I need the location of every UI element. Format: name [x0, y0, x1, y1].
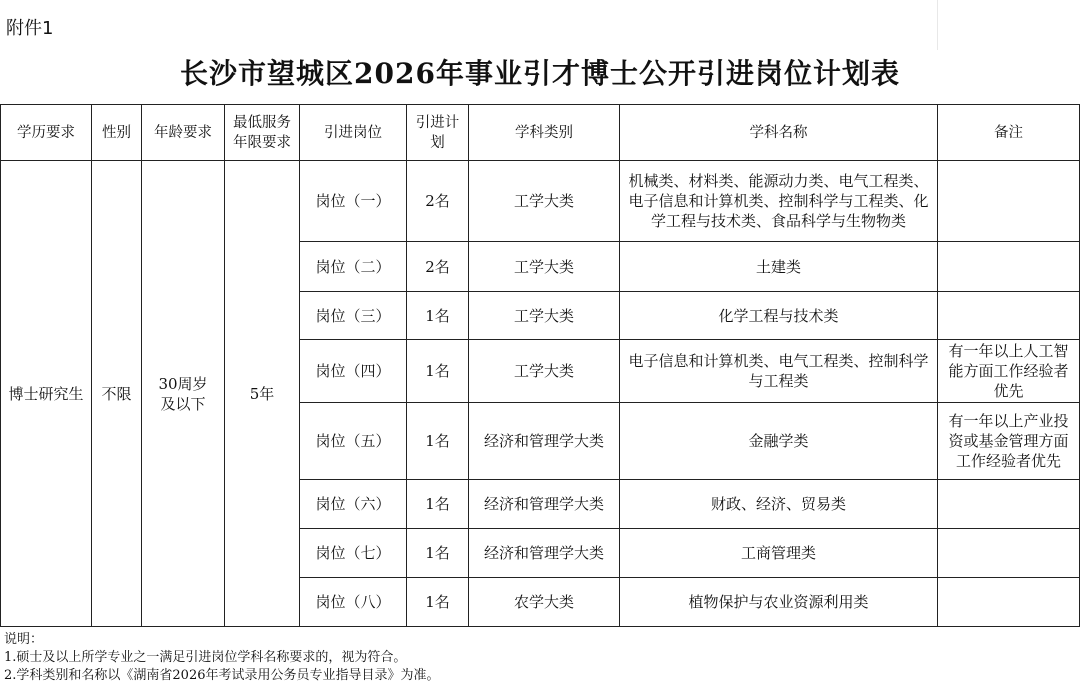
position-cell: 岗位（二） — [300, 242, 407, 292]
remark-cell — [938, 292, 1080, 340]
plan-cell: 1名 — [407, 403, 469, 480]
age-cell: 30周岁及以下 — [142, 161, 225, 627]
plan-cell: 1名 — [407, 292, 469, 340]
header-category: 学科类别 — [469, 105, 620, 161]
position-cell: 岗位（八） — [300, 578, 407, 627]
notes-section — [4, 631, 440, 685]
category-cell: 经济和管理学大类 — [469, 480, 620, 529]
plan-cell: 1名 — [407, 480, 469, 529]
position-cell: 岗位（一） — [300, 161, 407, 242]
annex-label: 附件1 — [6, 18, 54, 39]
note-item: 1.硕士及以上所学专业之一满足引进岗位学科名称要求的，视为符合。 — [4, 650, 407, 665]
education-cell: 博士研究生 — [1, 161, 92, 627]
category-cell: 工学大类 — [469, 242, 620, 292]
notes-heading: 说明： — [4, 632, 44, 647]
subject-cell: 财政、经济、贸易类 — [620, 480, 938, 529]
category-cell: 经济和管理学大类 — [469, 403, 620, 480]
remark-cell: 有一年以上人工智能方面工作经验者优先 — [938, 340, 1080, 403]
subject-cell: 植物保护与农业资源利用类 — [620, 578, 938, 627]
header-gender: 性别 — [92, 105, 142, 161]
subject-cell: 电子信息和计算机类、电气工程类、控制科学与工程类 — [620, 340, 938, 403]
header-remark: 备注 — [938, 105, 1080, 161]
header-age: 年龄要求 — [142, 105, 225, 161]
remark-cell — [938, 578, 1080, 627]
position-cell: 岗位（六） — [300, 480, 407, 529]
plan-cell: 2名 — [407, 242, 469, 292]
position-cell: 岗位（三） — [300, 292, 407, 340]
position-plan-table — [0, 104, 1080, 627]
table-header-row — [1, 105, 1080, 161]
header-service: 最低服务年限要求 — [225, 105, 300, 161]
category-cell: 工学大类 — [469, 161, 620, 242]
position-cell: 岗位（四） — [300, 340, 407, 403]
plan-cell: 1名 — [407, 340, 469, 403]
position-cell: 岗位（七） — [300, 529, 407, 578]
remark-cell — [938, 480, 1080, 529]
subject-cell: 金融学类 — [620, 403, 938, 480]
remark-cell — [938, 161, 1080, 242]
header-position: 引进岗位 — [300, 105, 407, 161]
category-cell: 工学大类 — [469, 340, 620, 403]
gender-cell: 不限 — [92, 161, 142, 627]
remark-cell — [938, 529, 1080, 578]
table-row — [1, 161, 1080, 242]
plan-cell: 1名 — [407, 578, 469, 627]
note-item: 2.学科类别和名称以《湖南省2026年考试录用公务员专业指导目录》为准。 — [4, 668, 440, 683]
remark-cell: 有一年以上产业投资或基金管理方面工作经验者优先 — [938, 403, 1080, 480]
position-cell: 岗位（五） — [300, 403, 407, 480]
subject-cell: 化学工程与技术类 — [620, 292, 938, 340]
subject-cell: 工商管理类 — [620, 529, 938, 578]
remark-cell — [938, 242, 1080, 292]
plan-cell: 1名 — [407, 529, 469, 578]
header-strip — [0, 0, 1080, 50]
header-subject: 学科名称 — [620, 105, 938, 161]
service-cell: 5年 — [225, 161, 300, 627]
category-cell: 经济和管理学大类 — [469, 529, 620, 578]
header-plan: 引进计划 — [407, 105, 469, 161]
category-cell: 农学大类 — [469, 578, 620, 627]
document-title: 长沙市望城区2026年事业引才博士公开引进岗位计划表 — [180, 57, 900, 90]
header-education: 学历要求 — [1, 105, 92, 161]
plan-cell: 2名 — [407, 161, 469, 242]
cell-divider — [937, 0, 938, 50]
subject-cell: 机械类、材料类、能源动力类、电气工程类、电子信息和计算机类、控制科学与工程类、化学工程与技术类、食品科学与生物物类 — [620, 161, 938, 242]
category-cell: 工学大类 — [469, 292, 620, 340]
subject-cell: 土建类 — [620, 242, 938, 292]
